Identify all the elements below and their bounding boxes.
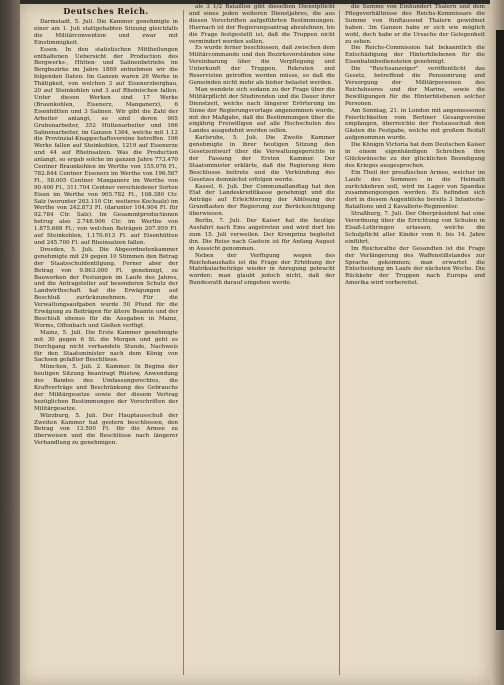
article-paragraph: die Summe von Einhundert Thalern und dem Pflegeverhältnisse des Reichs-Kommissars die Summe von fünftausend Thalern gewidmet haben. 3m Ganzen habe er sich wie möglich wohl, doch habe er die Ursache der Gelegenheit zu sehen.: [345, 4, 485, 45]
article-paragraph: Die Reichs-Commission hat bekanntlich die Entschädigung der Hinterbliebenen für die Eisenbahnbediensteten genehmigt.: [345, 45, 485, 66]
column-3-paragraphs: [345, 4, 485, 287]
article-paragraph: Am Sonntag, 21. in London mit angemessenen Feierlichkeiten vom Berliner Gesangvereine empfangen, überreichte der Festausschuß den Gästen die Festgabe, welche mit großem Beifall aufgenommen wurde.: [345, 107, 485, 142]
article-paragraph: als 3 1/2 Bataillon gibt dieselben Dienstpflicht und eines jeden weiteren Dienstjahres, die aus diesen Vorschriften aufgeführten Bestimmungen. Hiernach ist der Regierungsantrag abzulehnen, bis die Frage festgestellt ist, daß die Truppen nicht vermindert werden sollen.: [189, 4, 335, 45]
article-paragraph: Straßburg, 7. Juli. Der Oberpräsident hat eine Verordnung über die Errichtung von Schulen in Elsaß-Lothringen erlassen, welche die Schulpflicht aller Kinder vom 6. bis 14. Jahre einführt.: [345, 211, 485, 245]
adjacent-page-text: Zel: [496, 580, 503, 590]
article-paragraph: Es wurde ferner beschlossen, daß zwischen dem Militärcommando und den Bezirksvorständen eine Vereinbarung über die Verpflegung und Unterkunft der Truppen, Rekruten und Reservisten getroffen werden müsse, so daß die Gemeinden nicht mehr als bisher belastet werden.: [189, 45, 335, 86]
column-rule: [339, 10, 340, 675]
column-3: [345, 4, 485, 674]
newspaper-page: [20, 4, 490, 685]
column-2: [189, 4, 335, 674]
article-paragraph: Würzburg, 5. Juli. Der Hauptausschuß der Zweiten Kammer hat gestern beschlossen, den Betrag von 13.500 Fl. für die Armee zu überweisen und die Beschlüsse nach längerer Verhandlung zu genehmigen.: [34, 412, 178, 447]
article-paragraph: Neben der Verfügung wegen des Reichshaushalts ist die Frage der Erhöhung der Matrikularbeiträge wieder in Anregung gebracht worden; man glaubt jedoch nicht, daß der Bundesrath darauf eingehen werde.: [189, 252, 335, 287]
column-1-paragraphs: [34, 19, 178, 447]
article-paragraph: Die Königin Victoria hat dem Deutschen Kaiser in einem eigenhändigen Schreiben ihre Glückwünsche zu der glücklichen Beendigung des Krieges ausgesprochen.: [345, 142, 485, 169]
article-paragraph: München, 5. Juli. 2. Kammer. In Beginn der heutigen Sitzung beantragt Rüstow, Anwendung des Bandes des Umfassungsrechtes, die Kraftverträge und Beschränkung des Gebrauchs der Militärgesetze sowie der diesem Vertrag bezüglichen Bestimmungen der Vorschriften der Militärgesetze.: [34, 364, 178, 412]
column-rule: [183, 10, 184, 675]
article-paragraph: Berlin, 7. Juli. Der Kaiser hat die heutige Ausfahrt nach Ems angetreten und wird dort bis zum 15. Juli verweilen. Der Kronprinz begleitet ihn. Die Reise nach Gastein ist für Anfang August in Aussicht genommen.: [189, 218, 335, 252]
article-paragraph: Mainz, 5. Juli. Die Erste Kammer genehmigte mit 30 gegen 6 St. die Morgen und geht es Durchgang nicht verhandeln Stunde, Nachweis für den Staatsminister nach dem König von Sachsen gefaßter Beschlüsse.: [34, 329, 178, 364]
article-paragraph: Essen. In den statistischen Mittheilungen enthaltenen Uebersicht der Production des Bergwerks-, Hütten- und Salinenbetriebs im Bergbezirke im Jahre 1869 entnehmen wir die folgenden Daten: Im Ganzen waren 26 Werke in Thätigkeit, von welchen 3 auf Eisenerzbergbau, 20 auf Steinkohlen und 3 auf Rheinischen fallen. Unter diesen Werken sind 17 Werke (Braunkohlen, Eisenerz, Manganerz), 6 Eisenhütten und 3 Salinen. Wir gibt die Zahl der Arbeiter anlangt, so sind deren 905 Grubenarbeiter, 352 Hüttenarbeiter und 166 Salinenarbeiter, im Ganzen 1364, welche mit 1.12 die Provinzial-Knappschaftsvereine betreffen. 106 Werke fallen auf Steinkohlen, 1219 auf Eisenerze und 44 auf Rheinsalzen. Was die Production anlangt, so ergab solche im ganzen Jahre 773.470 Centner Braunkohlen im Werthe von 155.076 Fl., 782.844 Centner Eisenerz im Werthe von 196.567 Fl., 58.005 Centner Manganerz im Werthe von 90.400 Fl., 311.704 Centner verschiedener Sorten Eisen im Werthe von 905.782 Fl., 108.380 Ctr. Salz (worunter 263.110 Ctr. weiteres Kochsalz) im Werthe von 242.873 Fl. (darunter 104.904 Fl. für 92.784 Ctr. Salz). Im Gesammtproductionen betrug also 2.748.906 Ctr. im Werthe von 1.875.668 Fl.; von welchen Beträgen 207.959 Fl. auf Steinkohlen, 1.170.613 Fl. auf Eisenhütten und 245.700 Fl. auf Rheinsalzen fallen.: [34, 46, 178, 246]
column-1: [34, 4, 178, 674]
book-binding: [0, 0, 20, 685]
article-paragraph: Man wendete sich sodann zu der Frage über die Militärpflicht der Studirenden und die Dauer ihrer Dienstzeit, welche nach längerer Erörterung im Sinne der Regierungsvorlage angenommen wurde, mit der Maßgabe, daß die Bestimmungen über die einjährig Freiwilligen auf alle Hochschulen des Landes ausgedehnt werden sollen.: [189, 86, 335, 135]
article-paragraph: Die "Reichsanzeiger" veröffentlicht das Gesetz, betreffend die Pensionirung und Versorgung der Militärpersonen des Reichsheeres und der Marine, sowie die Bewilligungen für die Hinterbliebenen solcher Personen.: [345, 66, 485, 107]
article-paragraph: Darmstadt, 5. Juli. Die Kammer genehmigte in einer am 1. Juli stattgehabten Sitzung gleichfalls die Militärconvention und zwar mit Einstimmigkeit.: [34, 19, 178, 46]
article-paragraph: Dresden, 5. Juli. Die Abgeordnetenkammer genehmigte mit 29 gegen 10 Stimmen den Betrag der Staatsschuldentilgung. Ferner aber der Betrag von 9.863.000 Fl. genehmigt, zu Bauwerken der Festungen im Laufe des Jahres, und die Antragsteller auf besonderen Schutz der Landwirthschaft hat die Erwägungen auf Beschluß zurückzunehmen. Für die Verwaltungsaufgaben wurde 50 Pfund für die Erwägung zu Beiträgen für ältere Beamte und der Beschluß ebenso für die Ausgaben in Mainz, Worms, Offenbach und Gießen verfügt.: [34, 246, 178, 329]
column-2-paragraphs: [189, 4, 335, 287]
article-paragraph: Kassel, 6. Juli. Der Communallandtag hat den Etat der Landeskreditkasse genehmigt und die Anträge auf Erleichterung der Ablösung der Grundlasten der Regierung zur Berücksichtigung überwiesen.: [189, 183, 335, 218]
adjacent-page-shadow: [496, 30, 504, 630]
article-paragraph: Im Reichsrathe der Gesandten ist die Frage der Verlängerung des Waffenstillstandes zur Sprache gekommen; man erwartet die Entscheidung im Laufe der nächsten Woche. Die Rückkehr der Truppen nach Europa und Amerika wird vorbereitet.: [345, 245, 485, 287]
article-paragraph: Karlsruhe, 5. Juli. Die Zweite Kammer genehmigte in ihrer heutigen Sitzung den Gesetzentwurf über die Verwaltungsgerichte in der Fassung der Ersten Kammer. Der Staatsminister erklärte, daß die Regierung dem Beschlusse beitrete und die Verkündung des Gesetzes demnächst erfolgen werde.: [189, 135, 335, 183]
article-paragraph: Ein Theil der preußischen Armee, welcher im Laufe des Sommers in die Heimath zurückkehren soll, wird im Lager von Spandau zusammengezogen werden. Es befinden sich dort in diesem Augenblicke bereits 3 Infanterie-Bataillone und 2 Kavallerie-Regimenter.: [345, 169, 485, 211]
section-heading: Deutsches Reich.: [63, 6, 149, 16]
